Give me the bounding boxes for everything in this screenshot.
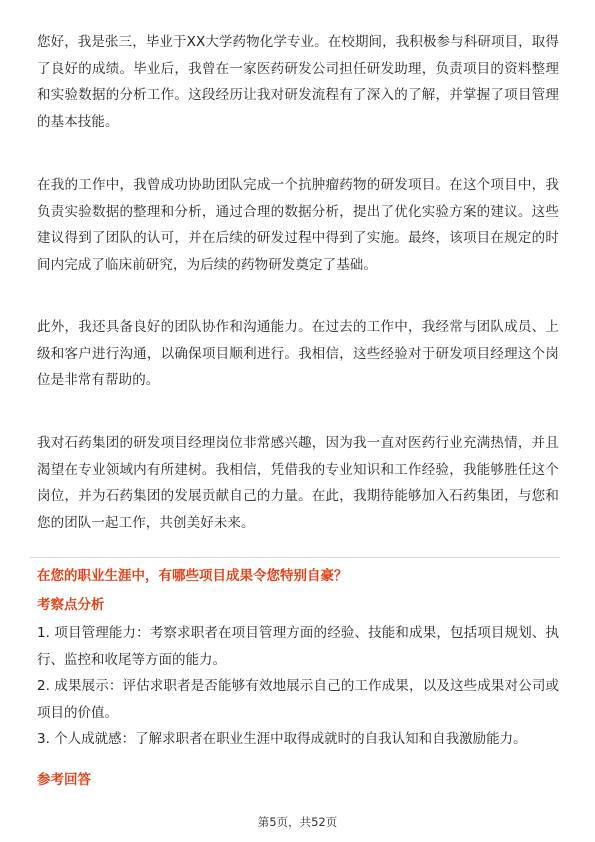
body-paragraph: 此外，我还具备良好的团队协作和沟通能力。在过去的工作中，我经常与团队成员、上级和客户进行沟通，以确保项目顺利进行。我相信，这些经验对于研发项目经理这个岗位是非常有帮助的。 xyxy=(37,319,559,388)
page-number: 第5页，共52页 xyxy=(257,815,338,829)
body-paragraph: 您好，我是张三，毕业于XX大学药物化学专业。在校期间，我积极参与科研项目，取得了良好的成绩。毕业后，我曾在一家医药研发公司担任研发助理，负责项目的资料整理和实验数据的分析工作。这段经历让我对研发流程有了深入的了解，并掌握了项目管理的基本技能。 xyxy=(37,34,559,130)
body-paragraph: 在我的工作中，我曾成功协助团队完成一个抗肿瘤药物的研发项目。在这个项目中，我负责实验数据的整理和分析，通过合理的数据分析，提出了优化实验方案的建议。这些建议得到了团队的认可，并在后续的研发过程中得到了实施。最终，该项目在规定的时间内完成了临床前研究，为后续的药物研发奠定了基础。 xyxy=(37,177,559,273)
reference-answer-heading: 参考回答 xyxy=(37,772,91,788)
analysis-list xyxy=(37,620,559,753)
analysis-heading: 考察点分析 xyxy=(37,597,105,613)
section-divider xyxy=(30,557,560,558)
list-item: 3. 个人成就感：了解求职者在职业生涯中取得成就时的自我认知和自我激励能力。 xyxy=(37,731,527,747)
body-paragraph: 我对石药集团的研发项目经理岗位非常感兴趣，因为我一直对医药行业充满热情，并且渴望在专业领域内有所建树。我相信，凭借我的专业知识和工作经验，我能够胜任这个岗位，并为石药集团的发展贡献自己的力量。在此，我期待能够加入石药集团，与您和您的团队一起工作，共创美好未来。 xyxy=(37,435,559,531)
list-item: 1. 项目管理能力：考察求职者在项目管理方面的经验、技能和成果，包括项目规划、执行、监控和收尾等方面的能力。 xyxy=(37,625,559,668)
interview-question: 在您的职业生涯中，有哪些项目成果令您特别自豪？ xyxy=(37,568,348,584)
list-item: 2. 成果展示：评估求职者是否能够有效地展示自己的工作成果，以及这些成果对公司或项目的价值。 xyxy=(37,678,559,721)
